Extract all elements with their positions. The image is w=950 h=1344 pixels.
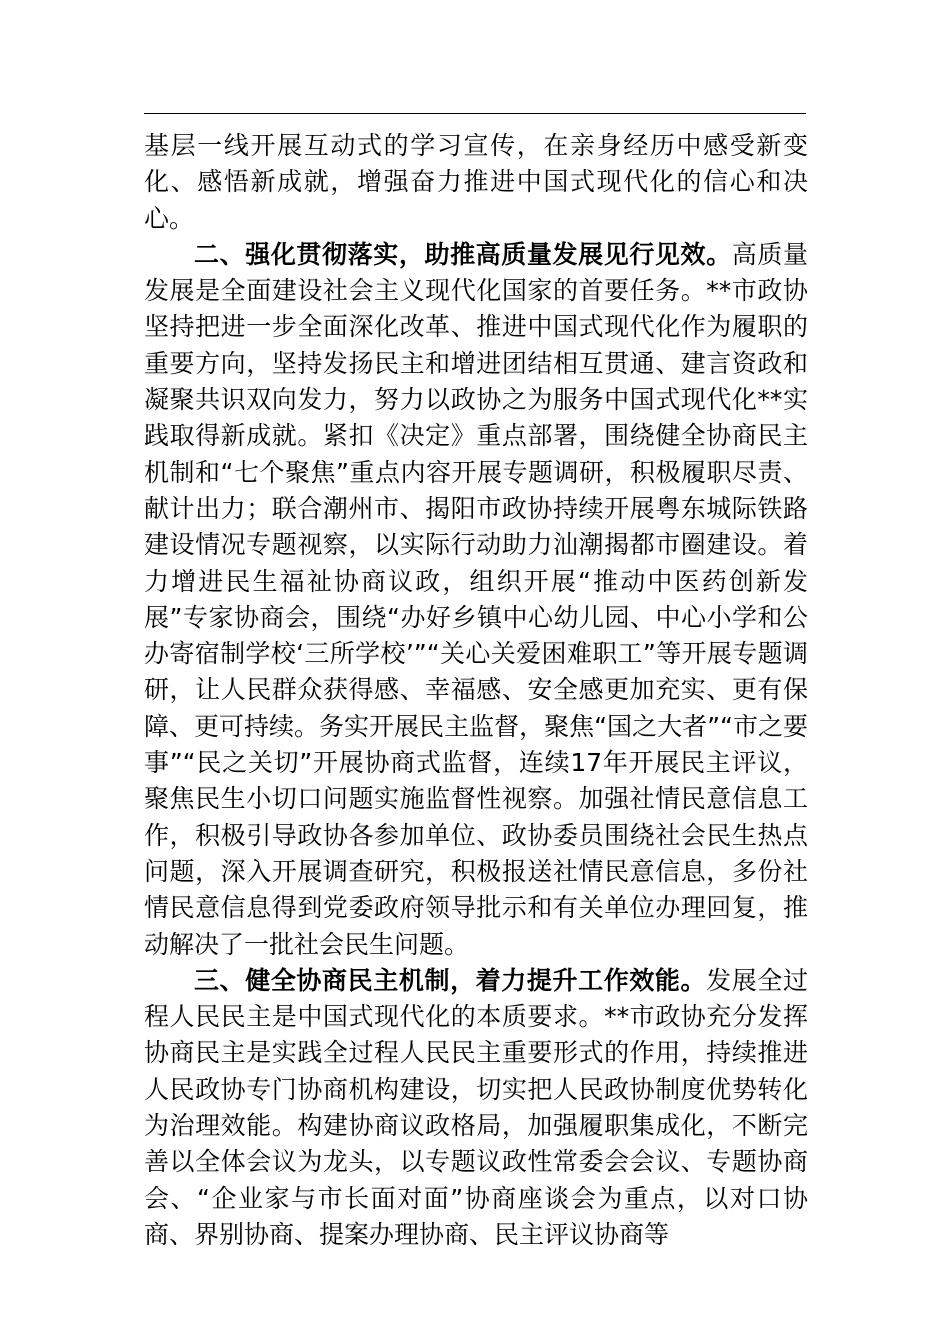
section-three-heading: 三、健全协商民主机制，着力提升工作效能。 xyxy=(194,965,707,995)
paragraph-continuation xyxy=(144,128,808,237)
paragraph-section-three xyxy=(144,963,808,1253)
body-text xyxy=(144,128,808,1253)
paragraph-text: 发展全过程人民民主是中国式现代化的本质要求。**市政协充分发挥协商民主是实践全过程人民民主重要形式的作用，持续推进人民政协专门协商机构建设，切实把人民政协制度优势转化为治理效能。构建协商议政格局，加强履职集成化，不断完善以全体会议为龙头，以专题议政性常委会会议、专题协商会、“企业家与市长面对面”协商座谈会为重点，以对口协商、界别协商、提案办理协商、民主评议协商等 xyxy=(144,965,808,1249)
section-two-heading: 二、强化贯彻落实，助推高质量发展见行见效。 xyxy=(194,239,732,269)
paragraph-section-two xyxy=(144,237,808,963)
paragraph-text: 基层一线开展互动式的学习宣传，在亲身经历中感受新变化、感悟新成就，增强奋力推进中国式现代化的信心和决心。 xyxy=(144,131,808,233)
paragraph-text: 高质量发展是全面建设社会主义现代化国家的首要任务。**市政协坚持把进一步全面深化改革、推进中国式现代化作为履职的重要方向，坚持发扬民主和增进团结相互贯通、建言资政和凝聚共识双向发力，努力以政协之为服务中国式现代化**实践取得新成就。紧扣《决定》重点部署，围绕健全协商民主机制和“七个聚焦”重点内容开展专题调研，积极履职尽责、献计出力；联合潮州市、揭阳市政协持续开展粤东城际铁路建设情况专题视察，以实际行动助力汕潮揭都市圈建设。着力增进民生福祉协商议政，组织开展“推动中医药创新发展”专家协商会，围绕“办好乡镇中心幼儿园、中心小学和公办寄宿制学校‘三所学校’”“关心关爱困难职工”等开展专题调研，让人民群众获得感、幸福感、安全感更加充实、更有保障、更可持续。务实开展民主监督，聚焦“国之大者”“市之要事”“民之关切”开展协商式监督，连续17年开展民主评议，聚焦民生小切口问题实施监督性视察。加强社情民意信息工作，积极引导政协各参加单位、政协委员围绕社会民生热点问题，深入开展调查研究，积极报送社情民意信息，多份社情民意信息得到党委政府领导批示和有关单位办理回复，推动解决了一批社会民生问题。 xyxy=(144,239,808,959)
header-rule xyxy=(144,113,806,114)
